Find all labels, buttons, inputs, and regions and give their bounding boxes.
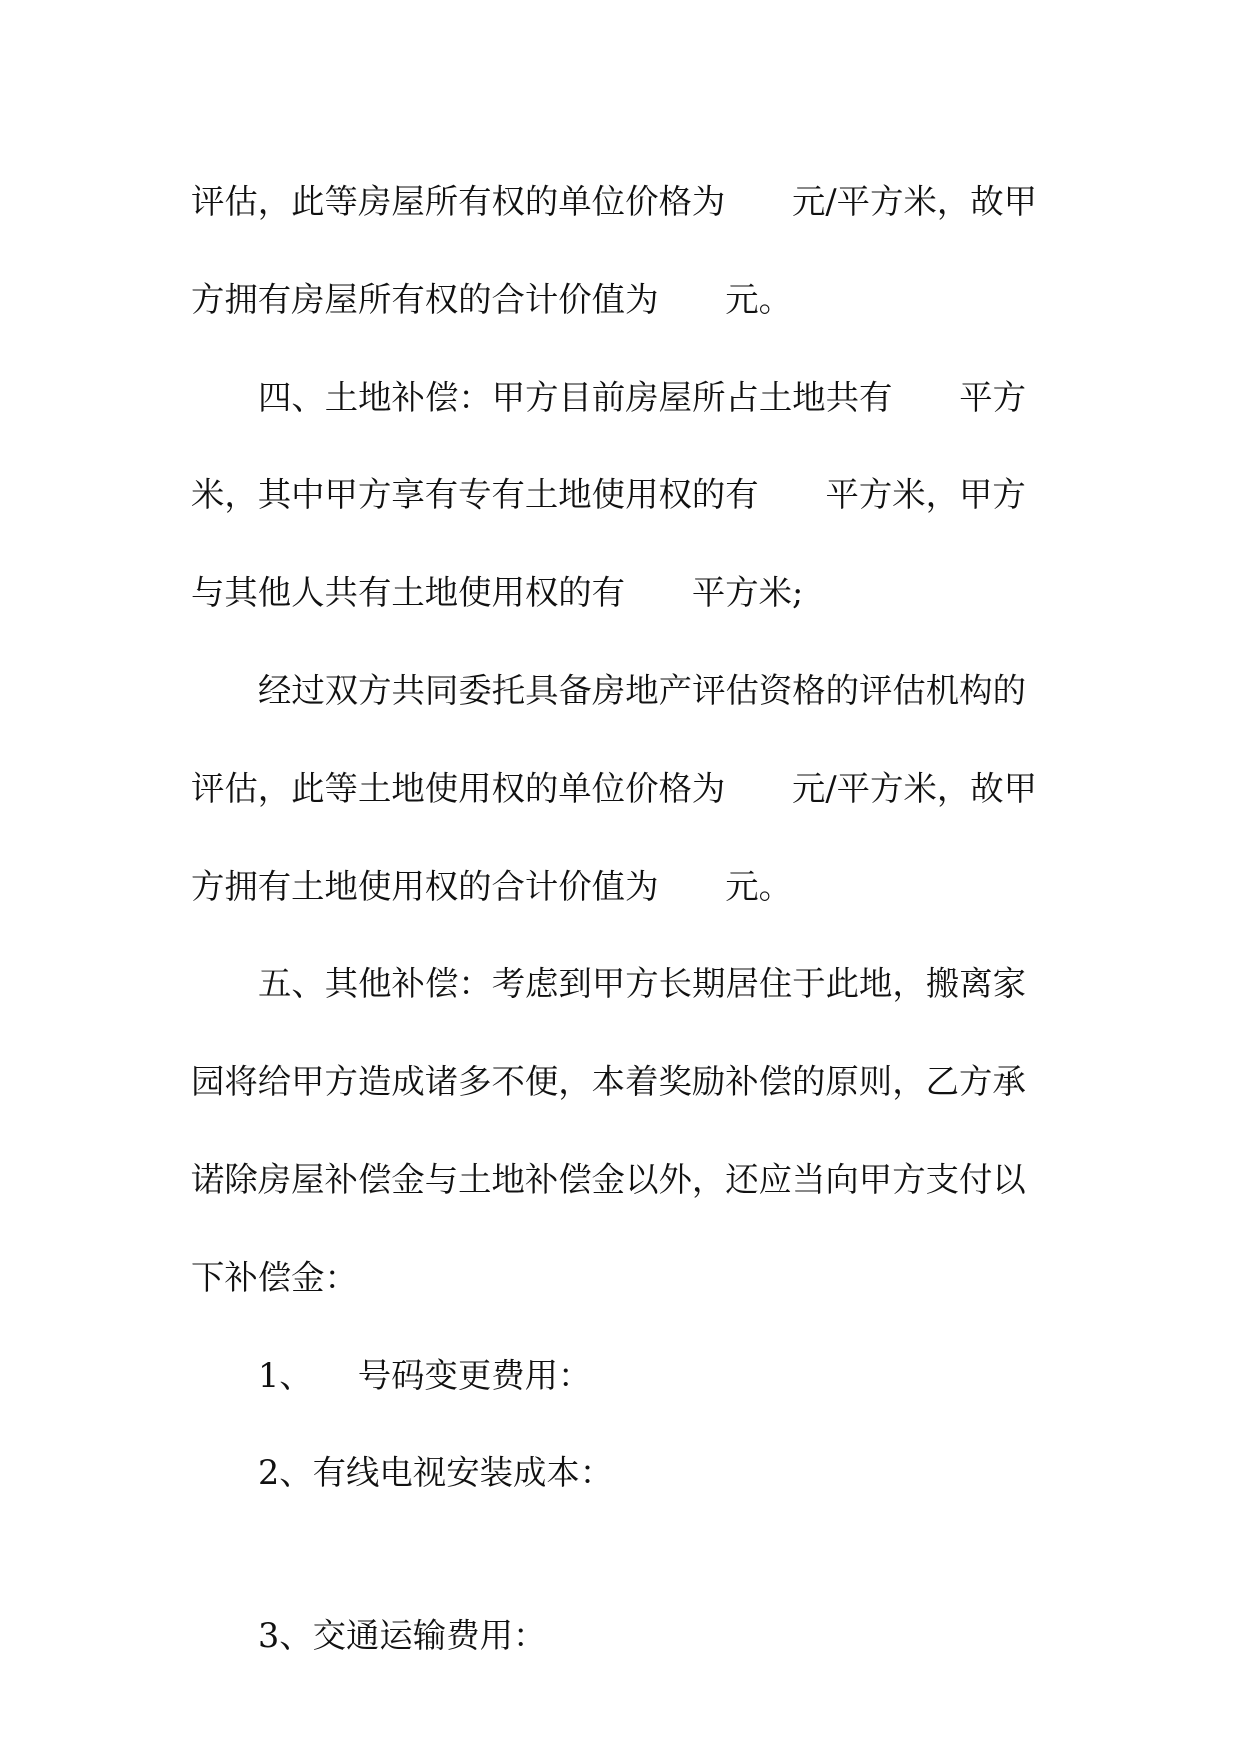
fill-in-blank bbox=[725, 766, 792, 799]
land-valuation-line bbox=[191, 740, 1151, 838]
text-segment: 经过双方共同委托具备房地产评估资格的评估机构的 bbox=[258, 670, 1026, 710]
text-segment: 方拥有土地使用权的合计价值为 bbox=[191, 866, 659, 906]
text-segment: 四、土地补偿：甲方目前房屋所占土地共有 bbox=[258, 377, 893, 417]
item-text: 3、交通运输费用： bbox=[258, 1616, 547, 1656]
body-text-line bbox=[191, 1131, 1151, 1229]
land-total-value-line bbox=[191, 838, 1151, 936]
item-text: 号码变更费用： bbox=[357, 1355, 592, 1395]
text-segment: 诺除房屋补偿金与土地补偿金以外，还应当向甲方支付以 bbox=[191, 1159, 1026, 1199]
body-text-line bbox=[191, 1229, 1151, 1327]
fill-in-blank bbox=[725, 180, 792, 213]
text-segment: 园将给甲方造成诸多不便，本着奖励补偿的原则，乙方承 bbox=[191, 1062, 1026, 1102]
item-number: 1、 bbox=[258, 1355, 313, 1395]
clause-four-land-compensation bbox=[191, 349, 1151, 447]
text-segment: 评估，此等房屋所有权的单位价格为 bbox=[191, 182, 726, 221]
house-total-value-line bbox=[191, 251, 1151, 349]
compensation-item-2 bbox=[191, 1424, 1151, 1522]
fill-in-blank bbox=[625, 571, 692, 604]
text-segment: 平方米; bbox=[691, 573, 804, 613]
clause-five-other-compensation bbox=[191, 935, 1151, 1033]
house-valuation-line bbox=[191, 153, 1151, 251]
text-segment: 与其他人共有土地使用权的有 bbox=[191, 573, 626, 613]
compensation-item-3 bbox=[191, 1587, 1151, 1685]
exclusive-land-area-line bbox=[191, 446, 1151, 544]
text-segment: 评估，此等土地使用权的单位价格为 bbox=[191, 768, 726, 808]
text-segment: 元/平方米，故甲 bbox=[792, 768, 1038, 808]
text-segment: 平方 bbox=[959, 377, 1026, 417]
text-segment: 五、其他补偿：考虑到甲方长期居住于此地，搬离家 bbox=[258, 964, 1026, 1004]
shared-land-area-line bbox=[191, 544, 1151, 642]
land-appraisal-paragraph bbox=[191, 642, 1151, 740]
fill-in-blank bbox=[313, 1353, 358, 1386]
text-segment: 平方米，甲方 bbox=[825, 475, 1026, 515]
text-segment: 元/平方米，故甲 bbox=[792, 182, 1038, 221]
text-segment: 元。 bbox=[725, 279, 793, 319]
text-segment: 米，其中甲方享有专有土地使用权的有 bbox=[191, 475, 759, 515]
text-segment: 方拥有房屋所有权的合计价值为 bbox=[191, 279, 659, 319]
fill-in-blank bbox=[658, 864, 725, 897]
compensation-item-1 bbox=[191, 1327, 1151, 1425]
item-text: 2、有线电视安装成本： bbox=[258, 1453, 614, 1493]
text-segment: 元。 bbox=[725, 866, 793, 906]
fill-in-blank bbox=[658, 277, 725, 310]
document-body bbox=[191, 153, 1151, 1685]
fill-in-blank bbox=[892, 375, 959, 408]
body-text-line bbox=[191, 1033, 1151, 1131]
text-segment: 下补偿金： bbox=[191, 1257, 358, 1297]
fill-in-blank bbox=[759, 473, 826, 506]
